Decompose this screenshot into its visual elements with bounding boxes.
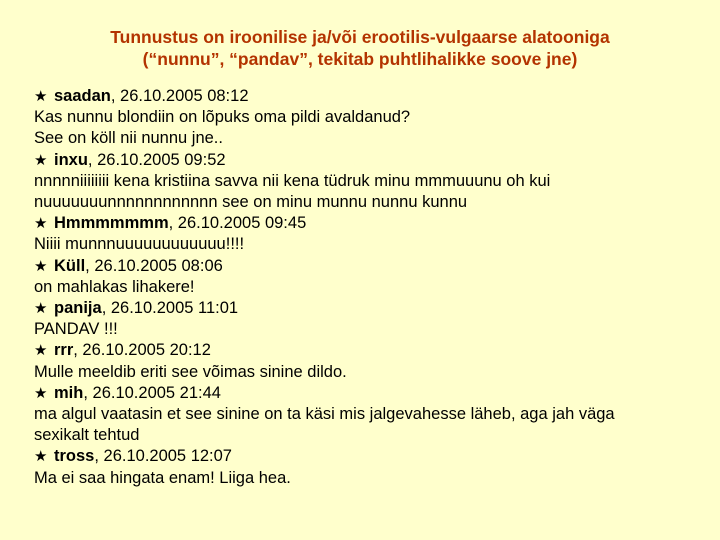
star-icon: ★ (34, 300, 48, 318)
comment-header (34, 298, 684, 319)
comment-text: Ma ei saa hingata enam! Liiga hea. (34, 468, 291, 487)
comment-header (34, 256, 684, 277)
comment-author: rrr (54, 341, 74, 360)
comment-author: Hmmmmmmm (54, 214, 169, 233)
comment-author: panija (54, 299, 102, 318)
comment-text: on mahlakas lihakere! (34, 277, 195, 296)
comment-author: Küll (54, 256, 86, 275)
star-icon: ★ (34, 257, 48, 275)
star-icon: ★ (34, 384, 48, 402)
comment (34, 298, 684, 340)
star-icon: ★ (34, 215, 48, 233)
comment (34, 256, 684, 298)
comment-header (34, 446, 684, 467)
star-icon: ★ (34, 448, 48, 466)
comment-text: nuuuuuuunnnnnnnnnnnn see on minu munnu nunnu kunnu (34, 193, 468, 212)
comment-date: , 26.10.2005 11:01 (101, 299, 239, 318)
comment (34, 86, 684, 150)
comment-date: , 26.10.2005 12:07 (94, 447, 232, 466)
comment-author: saadan (54, 87, 111, 105)
star-icon: ★ (34, 151, 48, 169)
slide-title (20, 26, 700, 70)
comment (34, 340, 684, 382)
comment-text: Mulle meeldib eriti see võimas sinine dildo. (34, 362, 347, 381)
star-icon: ★ (34, 88, 48, 105)
comment-date: , 26.10.2005 21:44 (83, 383, 221, 402)
comment-date: , 26.10.2005 09:52 (87, 150, 226, 169)
comment-text: ma algul vaatasin et see sinine on ta käsi mis jalgevahesse läheb, aga jah väga (34, 405, 615, 424)
comment-text: PANDAV !!! (34, 320, 118, 339)
star-icon: ★ (34, 342, 48, 360)
comment-header (34, 150, 684, 171)
comment-header (34, 213, 684, 234)
comment-date: , 26.10.2005 09:45 (168, 214, 307, 233)
comment-text: See on köll nii nunnu jne.. (34, 129, 223, 148)
comment-header (34, 86, 684, 107)
comment-author: mih (54, 383, 84, 402)
comment (34, 383, 684, 447)
comment-text: sexikalt tehtud (34, 426, 140, 445)
title-line-1: Tunnustus on iroonilise ja/või erootilis-vulgaarse alatooniga (110, 27, 610, 47)
comment-author: tross (54, 447, 95, 466)
comment-header (34, 340, 684, 361)
comment-date: , 26.10.2005 20:12 (73, 341, 211, 360)
comment-date: , 26.10.2005 08:12 (110, 87, 249, 105)
comment (34, 446, 684, 488)
comment-header (34, 383, 684, 404)
comment (34, 150, 684, 214)
comment-date: , 26.10.2005 08:06 (85, 256, 223, 275)
comment-author: inxu (54, 150, 88, 169)
title-line-2: (“nunnu”, “pandav”, tekitab puhtlihalikke soove jne) (142, 49, 578, 69)
comment-text: Niiii munnnuuuuuuuuuuuu!!!! (34, 235, 245, 254)
comment-text: nnnnniiiiiiii kena kristiina savva nii kena tüdruk minu mmmuuunu oh kui (34, 171, 551, 190)
comment-text: Kas nunnu blondiin on lõpuks oma pildi avaldanud? (34, 108, 411, 127)
comment (34, 213, 684, 255)
comment-list (34, 86, 684, 489)
